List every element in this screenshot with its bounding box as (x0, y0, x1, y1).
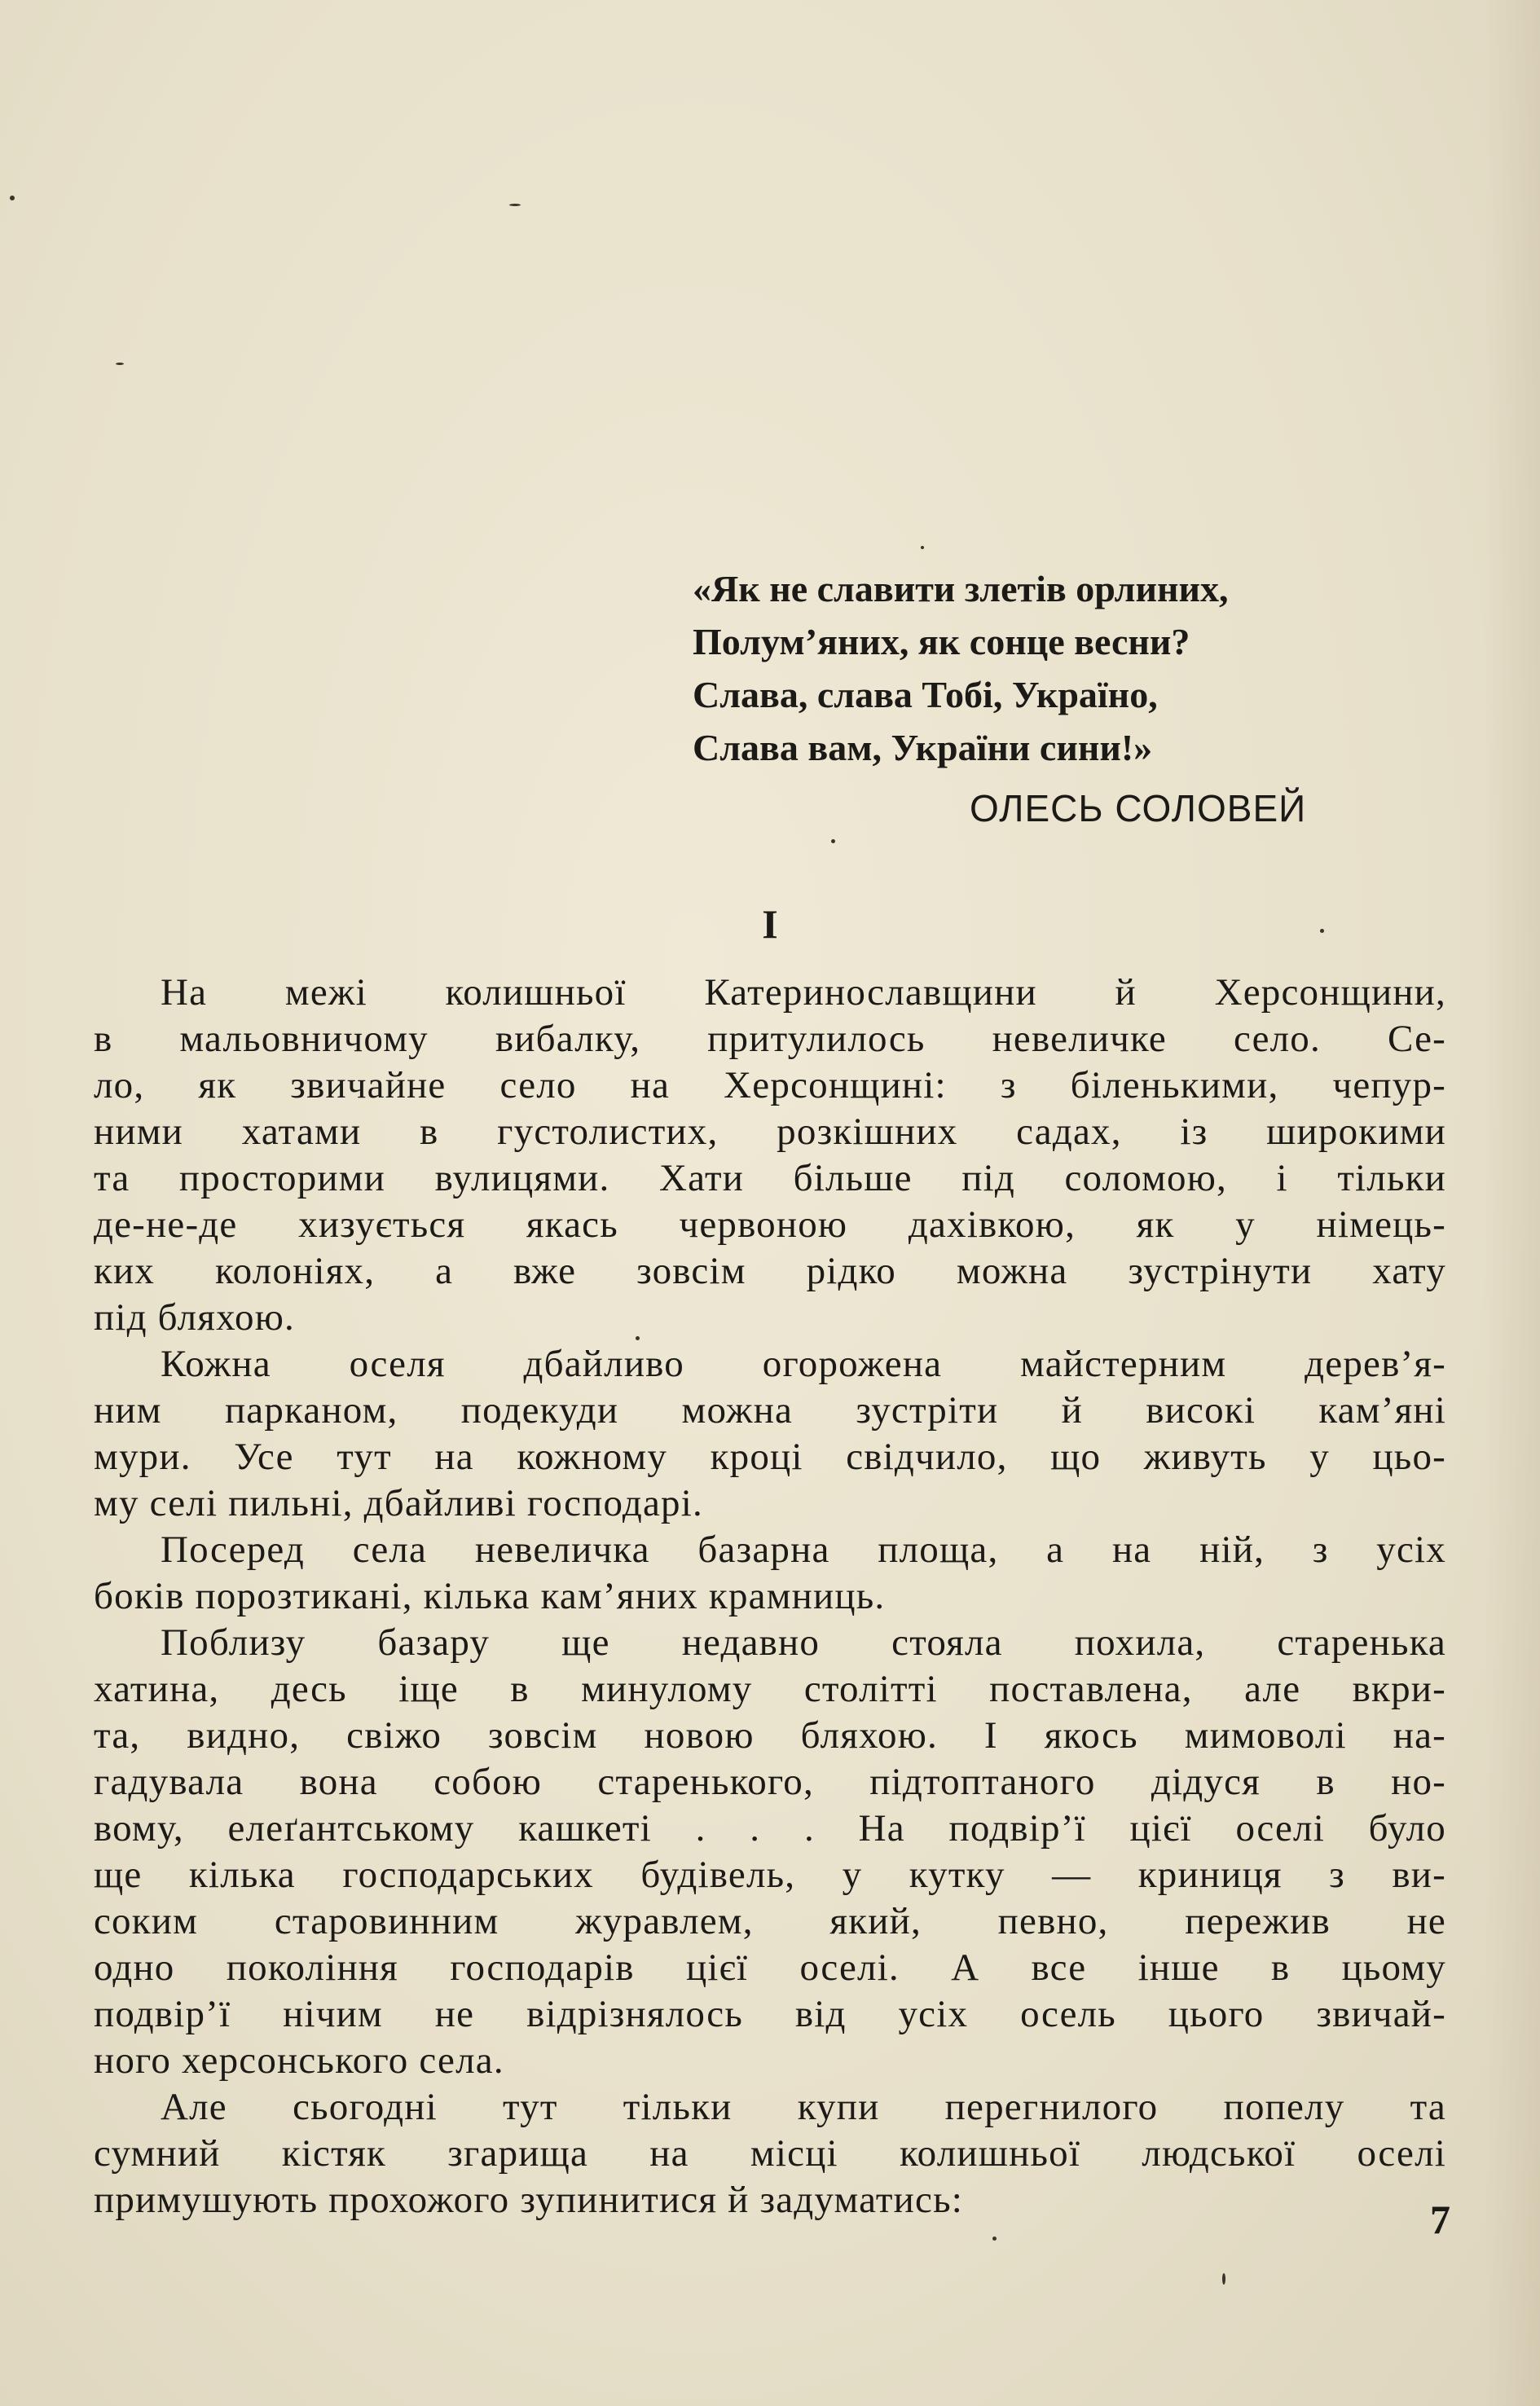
text-line: мури. Усе тут на кожному кроці свідчило, що живуть у цьо- (94, 1436, 1446, 1478)
text-line: Поблизу базару ще недавно стояла похила, старенька (161, 1621, 1446, 1664)
text-line: Посеред села невеличка базарна площа, а на ній, з усіх (161, 1528, 1446, 1571)
text-line: де-не-де хизується якась червоною дахівкою, як у німець- (94, 1203, 1446, 1246)
text-line: під бляхою. (94, 1296, 295, 1339)
text-line: Але сьогодні тут тільки купи перегнилого попелу та (161, 2086, 1446, 2128)
epigraph-line: Полум’яних, як сонце весни? (693, 621, 1190, 662)
text-line: ло, як звичайне село на Херсонщині: з біленькими, чепур- (94, 1064, 1446, 1106)
chapter-number: I (762, 901, 778, 947)
text-line: та просторими вулицями. Хати більше під соломою, і тільки (94, 1157, 1446, 1199)
epigraph-line: Слава, слава Тобі, Україно, (693, 674, 1158, 715)
dust-speck (831, 839, 835, 843)
text-line: боків порозтикані, кілька кам’яних крамниць. (94, 1575, 886, 1617)
body-text (94, 970, 1446, 2223)
text-line: му селі пильні, дбайливі господарі. (94, 1482, 703, 1524)
dust-speck (921, 546, 924, 549)
text-line: ще кілька господарських будівель, у кутку — криниця з ви- (94, 1854, 1446, 1896)
text-line: одно покоління господарів цієї оселі. А все інше в цьому (94, 1946, 1446, 1989)
text-line: ких колоніях, а вже зовсім рідко можна зустрінути хату (94, 1250, 1446, 1292)
text-line: подвір’ї нічим не відрізнялось від усіх осель цього звичай- (94, 1993, 1446, 2035)
text-line: соким старовинним журавлем, який, певно, пережив не (94, 1900, 1446, 1942)
text-line: в мальовничому вибалку, притулилось невеличке село. Се- (94, 1018, 1446, 1060)
text-line: сумний кістяк згарища на місці колишньої людської оселі (94, 2132, 1446, 2175)
text-line: ного херсонського села. (94, 2039, 504, 2082)
dust-speck (1222, 2273, 1225, 2285)
text-line: ним парканом, подекуди можна зустріти й високі кам’яні (94, 1389, 1446, 1432)
text-line: гадувала вона собою старенького, підтоптаного дідуся в но- (94, 1761, 1446, 1803)
epigraph (693, 562, 1459, 774)
dust-speck (992, 2237, 997, 2241)
text-line: примушують прохожого зупинитися й задуматись: (94, 2179, 963, 2221)
epigraph-line: Слава вам, України сини!» (693, 727, 1153, 768)
dust-speck (10, 196, 15, 200)
page-number: 7 (1430, 2197, 1450, 2242)
page-edge-shadow (1483, 0, 1540, 2406)
epigraph-author: ОЛЕСЬ СОЛОВЕЙ (970, 787, 1307, 829)
text-line: хатина, десь іще в минулому столітті поставлена, але вкри- (94, 1668, 1446, 1710)
text-line: Кожна оселя дбайливо огорожена майстерним дерев’я- (161, 1343, 1446, 1385)
dust-speck (509, 204, 521, 206)
text-line: На межі колишньої Катеринославщини й Херсонщини, (161, 971, 1446, 1014)
dust-speck (116, 363, 124, 365)
text-line: ними хатами в густолистих, розкішних садах, із широкими (94, 1111, 1446, 1153)
text-line: та, видно, свіжо зовсім новою бляхою. І якось мимоволі на- (94, 1714, 1446, 1757)
text-line: вому, елеґантському кашкеті . . . На подвір’ї цієї оселі було (94, 1807, 1446, 1850)
epigraph-line: «Як не славити злетів орлиних, (693, 568, 1229, 609)
